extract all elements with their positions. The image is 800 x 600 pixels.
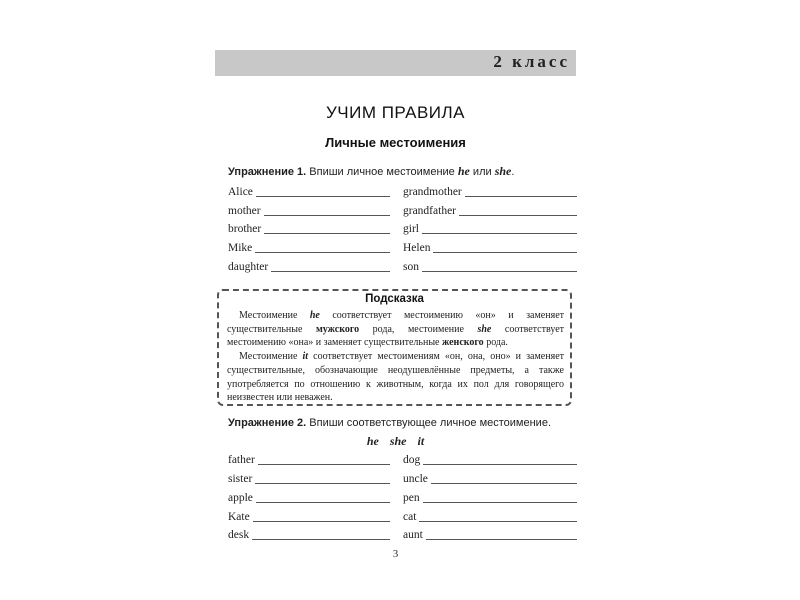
ex1-row bbox=[403, 239, 577, 255]
ex1-row bbox=[403, 202, 577, 218]
hint-text: Местоимение bbox=[239, 351, 298, 363]
ex1-word: daughter bbox=[228, 261, 271, 273]
hint-text: Местоимение bbox=[239, 310, 298, 321]
pronoun-options bbox=[215, 434, 576, 449]
hint-title: Подсказка bbox=[365, 293, 424, 305]
page-number: 3 bbox=[392, 548, 399, 560]
answer-line[interactable] bbox=[403, 521, 577, 522]
exercise-1-label: Упражнение 1. bbox=[228, 166, 307, 178]
ex2-word: cat bbox=[403, 511, 419, 523]
ex1-row bbox=[228, 220, 390, 236]
ex1-word: grandfather bbox=[403, 205, 459, 217]
ex1-word: Mike bbox=[228, 242, 255, 254]
hint-body bbox=[227, 309, 564, 405]
ex2-row bbox=[403, 470, 577, 486]
ex2-row bbox=[403, 451, 577, 467]
ex2-word: father bbox=[228, 454, 258, 466]
ex1-word: grandmother bbox=[403, 186, 465, 198]
ex1-word: Helen bbox=[403, 242, 433, 254]
ex2-word: apple bbox=[228, 492, 256, 504]
ex2-row bbox=[403, 508, 577, 524]
exercise-1-option-he: he bbox=[457, 164, 470, 178]
ex1-row bbox=[403, 183, 577, 199]
hint-pronoun-he: he bbox=[309, 310, 320, 321]
ex2-word: dog bbox=[403, 454, 423, 466]
ex1-row bbox=[228, 202, 390, 218]
ex1-row bbox=[403, 220, 577, 236]
answer-line[interactable] bbox=[403, 502, 577, 503]
grade-label: 2 класс bbox=[493, 52, 570, 71]
ex2-word: desk bbox=[228, 529, 252, 541]
ex2-word: sister bbox=[228, 473, 255, 485]
ex1-row bbox=[228, 239, 390, 255]
hint-text: соответствует местоимению «она» и заменяет существительные bbox=[227, 323, 565, 349]
ex2-row bbox=[403, 526, 577, 542]
exercise-1-period: . bbox=[511, 166, 515, 178]
exercise-1-connector: или bbox=[472, 166, 492, 178]
exercise-2-instruction: Впиши соответствующее личное местоимение. bbox=[309, 417, 552, 429]
ex1-row bbox=[228, 258, 390, 274]
pronoun-option: she bbox=[389, 434, 407, 448]
hint-text: рода. bbox=[486, 337, 508, 349]
ex1-word: Alice bbox=[228, 186, 256, 198]
pronoun-option: he bbox=[366, 434, 379, 448]
ex2-word: pen bbox=[403, 492, 423, 504]
ex2-row bbox=[228, 526, 390, 542]
ex2-word: Kate bbox=[228, 511, 253, 523]
ex1-row bbox=[228, 183, 390, 199]
section-title: Личные местоимения bbox=[325, 135, 466, 150]
hint-text: соответствует местоимению «он» и заменяет существительные bbox=[227, 310, 565, 335]
ex1-word: son bbox=[403, 261, 422, 273]
ex1-word: mother bbox=[228, 205, 264, 217]
answer-line[interactable] bbox=[403, 233, 577, 234]
ex2-row bbox=[228, 508, 390, 524]
ex2-row bbox=[403, 489, 577, 505]
exercise-2-label: Упражнение 2. bbox=[228, 417, 307, 429]
hint-feminine: женского bbox=[442, 337, 484, 349]
hint-paragraph-1 bbox=[227, 309, 564, 350]
page-title: УЧИМ ПРАВИЛА bbox=[325, 103, 466, 122]
grade-banner bbox=[215, 50, 576, 76]
hint-masculine: мужского bbox=[316, 323, 360, 335]
exercise-2-heading bbox=[228, 417, 551, 429]
answer-line[interactable] bbox=[228, 539, 390, 540]
answer-line[interactable] bbox=[403, 464, 577, 465]
exercise-1-instruction: Впиши личное местоимение bbox=[309, 166, 455, 178]
hint-text: соответствует местоимениям «он, она, оно» и заменяет существительные, обозначающие неодушевлённые предметы, а также употребляется по отношению к животным, когда их пол для говорящего неизвестен или неважен. bbox=[227, 351, 565, 404]
answer-line[interactable] bbox=[403, 539, 577, 540]
exercise-1-heading bbox=[228, 164, 514, 179]
answer-line[interactable] bbox=[403, 271, 577, 272]
hint-paragraph-2 bbox=[227, 350, 564, 405]
hint-text: рода, местоимение bbox=[372, 323, 464, 335]
hint-box bbox=[217, 289, 572, 406]
exercise-1-option-she: she bbox=[494, 164, 512, 178]
hint-pronoun-she: she bbox=[477, 323, 492, 335]
ex2-row bbox=[228, 489, 390, 505]
ex2-word: aunt bbox=[403, 529, 426, 541]
ex2-word: uncle bbox=[403, 473, 431, 485]
hint-pronoun-it: it bbox=[302, 351, 309, 363]
pronoun-option: it bbox=[417, 434, 425, 448]
ex2-row bbox=[228, 470, 390, 486]
ex1-word: brother bbox=[228, 223, 264, 235]
ex2-row bbox=[228, 451, 390, 467]
ex1-row bbox=[403, 258, 577, 274]
ex1-word: girl bbox=[403, 223, 422, 235]
